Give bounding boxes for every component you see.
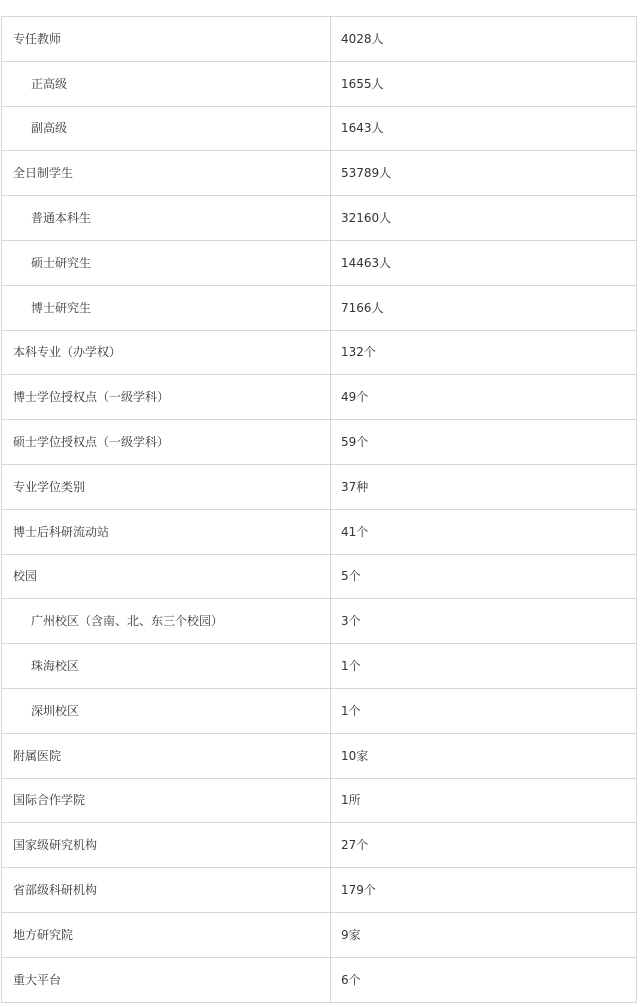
row-label: 国际合作学院 bbox=[2, 778, 331, 823]
row-value: 37种 bbox=[331, 464, 637, 509]
row-value: 49个 bbox=[331, 375, 637, 420]
table-row bbox=[2, 464, 637, 509]
table-row bbox=[2, 285, 637, 330]
table-row bbox=[2, 420, 637, 465]
row-value: 1个 bbox=[331, 644, 637, 689]
row-value: 27个 bbox=[331, 823, 637, 868]
row-label: 附属医院 bbox=[2, 733, 331, 778]
table-row bbox=[2, 868, 637, 913]
row-label: 硕士研究生 bbox=[2, 240, 331, 285]
row-label: 国家级研究机构 bbox=[2, 823, 331, 868]
row-label: 专业学位类别 bbox=[2, 464, 331, 509]
row-label: 硕士学位授权点（一级学科） bbox=[2, 420, 331, 465]
table-row bbox=[2, 509, 637, 554]
row-label: 本科专业（办学权） bbox=[2, 330, 331, 375]
row-label: 副高级 bbox=[2, 106, 331, 151]
table-row bbox=[2, 106, 637, 151]
row-value: 41个 bbox=[331, 509, 637, 554]
table-row bbox=[2, 733, 637, 778]
table-row bbox=[2, 688, 637, 733]
row-value: 1个 bbox=[331, 688, 637, 733]
table-row bbox=[2, 17, 637, 62]
row-value: 1643人 bbox=[331, 106, 637, 151]
row-value: 132个 bbox=[331, 330, 637, 375]
table-row bbox=[2, 599, 637, 644]
stats-table bbox=[1, 16, 637, 1003]
row-label: 珠海校区 bbox=[2, 644, 331, 689]
row-label: 重大平台 bbox=[2, 957, 331, 1002]
row-label: 全日制学生 bbox=[2, 151, 331, 196]
table-row bbox=[2, 644, 637, 689]
table-row bbox=[2, 61, 637, 106]
table-row bbox=[2, 240, 637, 285]
table-row bbox=[2, 823, 637, 868]
row-value: 1所 bbox=[331, 778, 637, 823]
row-label: 专任教师 bbox=[2, 17, 331, 62]
table-row bbox=[2, 778, 637, 823]
row-label: 省部级科研机构 bbox=[2, 868, 331, 913]
row-value: 1655人 bbox=[331, 61, 637, 106]
row-label: 普通本科生 bbox=[2, 196, 331, 241]
row-value: 3个 bbox=[331, 599, 637, 644]
row-label: 正高级 bbox=[2, 61, 331, 106]
table-row bbox=[2, 330, 637, 375]
row-value: 14463人 bbox=[331, 240, 637, 285]
row-value: 53789人 bbox=[331, 151, 637, 196]
row-label: 博士后科研流动站 bbox=[2, 509, 331, 554]
row-value: 59个 bbox=[331, 420, 637, 465]
row-value: 4028人 bbox=[331, 17, 637, 62]
table-row bbox=[2, 554, 637, 599]
row-value: 32160人 bbox=[331, 196, 637, 241]
table-row bbox=[2, 375, 637, 420]
row-label: 地方研究院 bbox=[2, 912, 331, 957]
table-row bbox=[2, 912, 637, 957]
row-value: 6个 bbox=[331, 957, 637, 1002]
table-row bbox=[2, 151, 637, 196]
row-label: 广州校区（含南、北、东三个校园） bbox=[2, 599, 331, 644]
row-label: 博士研究生 bbox=[2, 285, 331, 330]
row-label: 深圳校区 bbox=[2, 688, 331, 733]
row-value: 10家 bbox=[331, 733, 637, 778]
row-value: 179个 bbox=[331, 868, 637, 913]
row-value: 9家 bbox=[331, 912, 637, 957]
row-label: 博士学位授权点（一级学科） bbox=[2, 375, 331, 420]
table-row bbox=[2, 957, 637, 1002]
table-row bbox=[2, 196, 637, 241]
row-value: 7166人 bbox=[331, 285, 637, 330]
row-label: 校园 bbox=[2, 554, 331, 599]
row-value: 5个 bbox=[331, 554, 637, 599]
